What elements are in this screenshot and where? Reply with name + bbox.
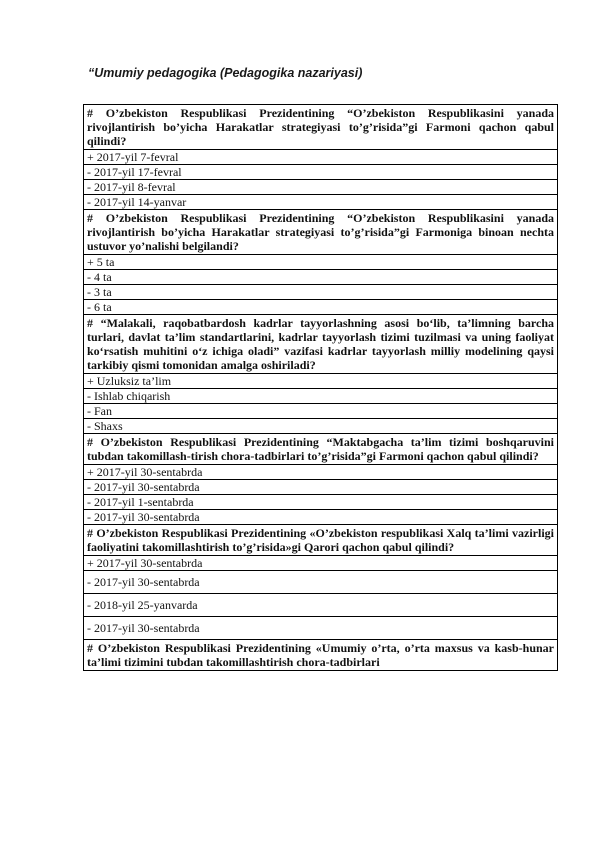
question-row [84, 210, 558, 255]
answer-row [84, 300, 558, 315]
answer-row [84, 374, 558, 389]
question-text: # “Malakali, raqobatbardosh kadrlar tayyorlashning asosi bo‘lib, ta’limning barcha turlari, davlat ta’lim standartlarini, kadrlar tayyorlash tizimi tuzilmasi va uning faoliyat ko‘rsatish muhitini o‘z ichiga oladi” vazifasi kadrlar tayyorlash milliy modelining qaysi tarkibiy qismi tomonidan amalga oshiriladi? [84, 315, 558, 374]
answer-option: + 2017-yil 30-sentabrda [84, 465, 558, 480]
answer-row [84, 404, 558, 419]
answer-row [84, 510, 558, 525]
answer-row [84, 480, 558, 495]
question-row [84, 525, 558, 556]
answer-option: - 2017-yil 1-sentabrda [84, 495, 558, 510]
answer-row [84, 285, 558, 300]
answer-option: - 2018-yil 25-yanvarda [84, 594, 558, 617]
answer-option: - 2017-yil 30-sentabrda [84, 617, 558, 640]
answer-row [84, 465, 558, 480]
question-row [84, 105, 558, 150]
answer-row [84, 571, 558, 594]
answer-row [84, 389, 558, 404]
answer-option: - 2017-yil 17-fevral [84, 165, 558, 180]
answer-option: - 3 ta [84, 285, 558, 300]
answer-option: - Fan [84, 404, 558, 419]
answer-option: - Shaxs [84, 419, 558, 434]
question-table-body [84, 105, 558, 671]
page-title: “Umumiy pedagogika (Pedagogika nazariyasi) [88, 66, 363, 80]
question-text: # O’zbekiston Respublikasi Prezidentining “O’zbekiston Respublikasini yanada rivojlantirish bo’yicha Harakatlar strategiyasi to’g’risida”gi Farmoniga binoan nechta ustuvor yo’nalishi belgilandi? [84, 210, 558, 255]
answer-row [84, 150, 558, 165]
answer-option: - 2017-yil 30-sentabrda [84, 510, 558, 525]
answer-option: + 2017-yil 7-fevral [84, 150, 558, 165]
answer-row [84, 195, 558, 210]
question-text: # O’zbekiston Respublikasi Prezidentining «Umumiy o’rta, o’rta maxsus va kasb-hunar ta’limi tizimini tubdan takomillashtirish chora-tadbirlari [84, 640, 558, 671]
question-text: # O’zbekiston Respublikasi Prezidentining “Maktabgacha ta’lim tizimi boshqaruvini tubdan takomillash-tirish chora-tadbirlari to’g’risida”gi Farmoni qachon qabul qilindi? [84, 434, 558, 465]
answer-option: - 4 ta [84, 270, 558, 285]
answer-row [84, 165, 558, 180]
answer-option: - 2017-yil 30-sentabrda [84, 480, 558, 495]
answer-option: + Uzluksiz ta’lim [84, 374, 558, 389]
answer-row [84, 495, 558, 510]
question-row [84, 434, 558, 465]
answer-row [84, 419, 558, 434]
answer-option: + 2017-yil 30-sentabrda [84, 556, 558, 571]
answer-option: - 2017-yil 14-yanvar [84, 195, 558, 210]
question-row [84, 640, 558, 671]
answer-row [84, 255, 558, 270]
question-text: # O’zbekiston Respublikasi Prezidentining “O’zbekiston Respublikasini yanada rivojlantirish bo’yicha Harakatlar strategiyasi to’g’risida”gi Farmoni qachon qabul qilindi? [84, 105, 558, 150]
answer-row [84, 617, 558, 640]
answer-row [84, 180, 558, 195]
answer-option: - 6 ta [84, 300, 558, 315]
question-text: # O’zbekiston Respublikasi Prezidentining «O’zbekiston respublikasi Xalq ta’limi vazirligi faoliyatini takomillashtirish to’g’risida»gi Qarori qachon qabul qilindi? [84, 525, 558, 556]
question-table [83, 104, 558, 671]
answer-option: + 5 ta [84, 255, 558, 270]
answer-row [84, 270, 558, 285]
answer-option: - 2017-yil 8-fevral [84, 180, 558, 195]
question-row [84, 315, 558, 374]
answer-option: - Ishlab chiqarish [84, 389, 558, 404]
answer-row [84, 556, 558, 571]
answer-row [84, 594, 558, 617]
answer-option: - 2017-yil 30-sentabrda [84, 571, 558, 594]
